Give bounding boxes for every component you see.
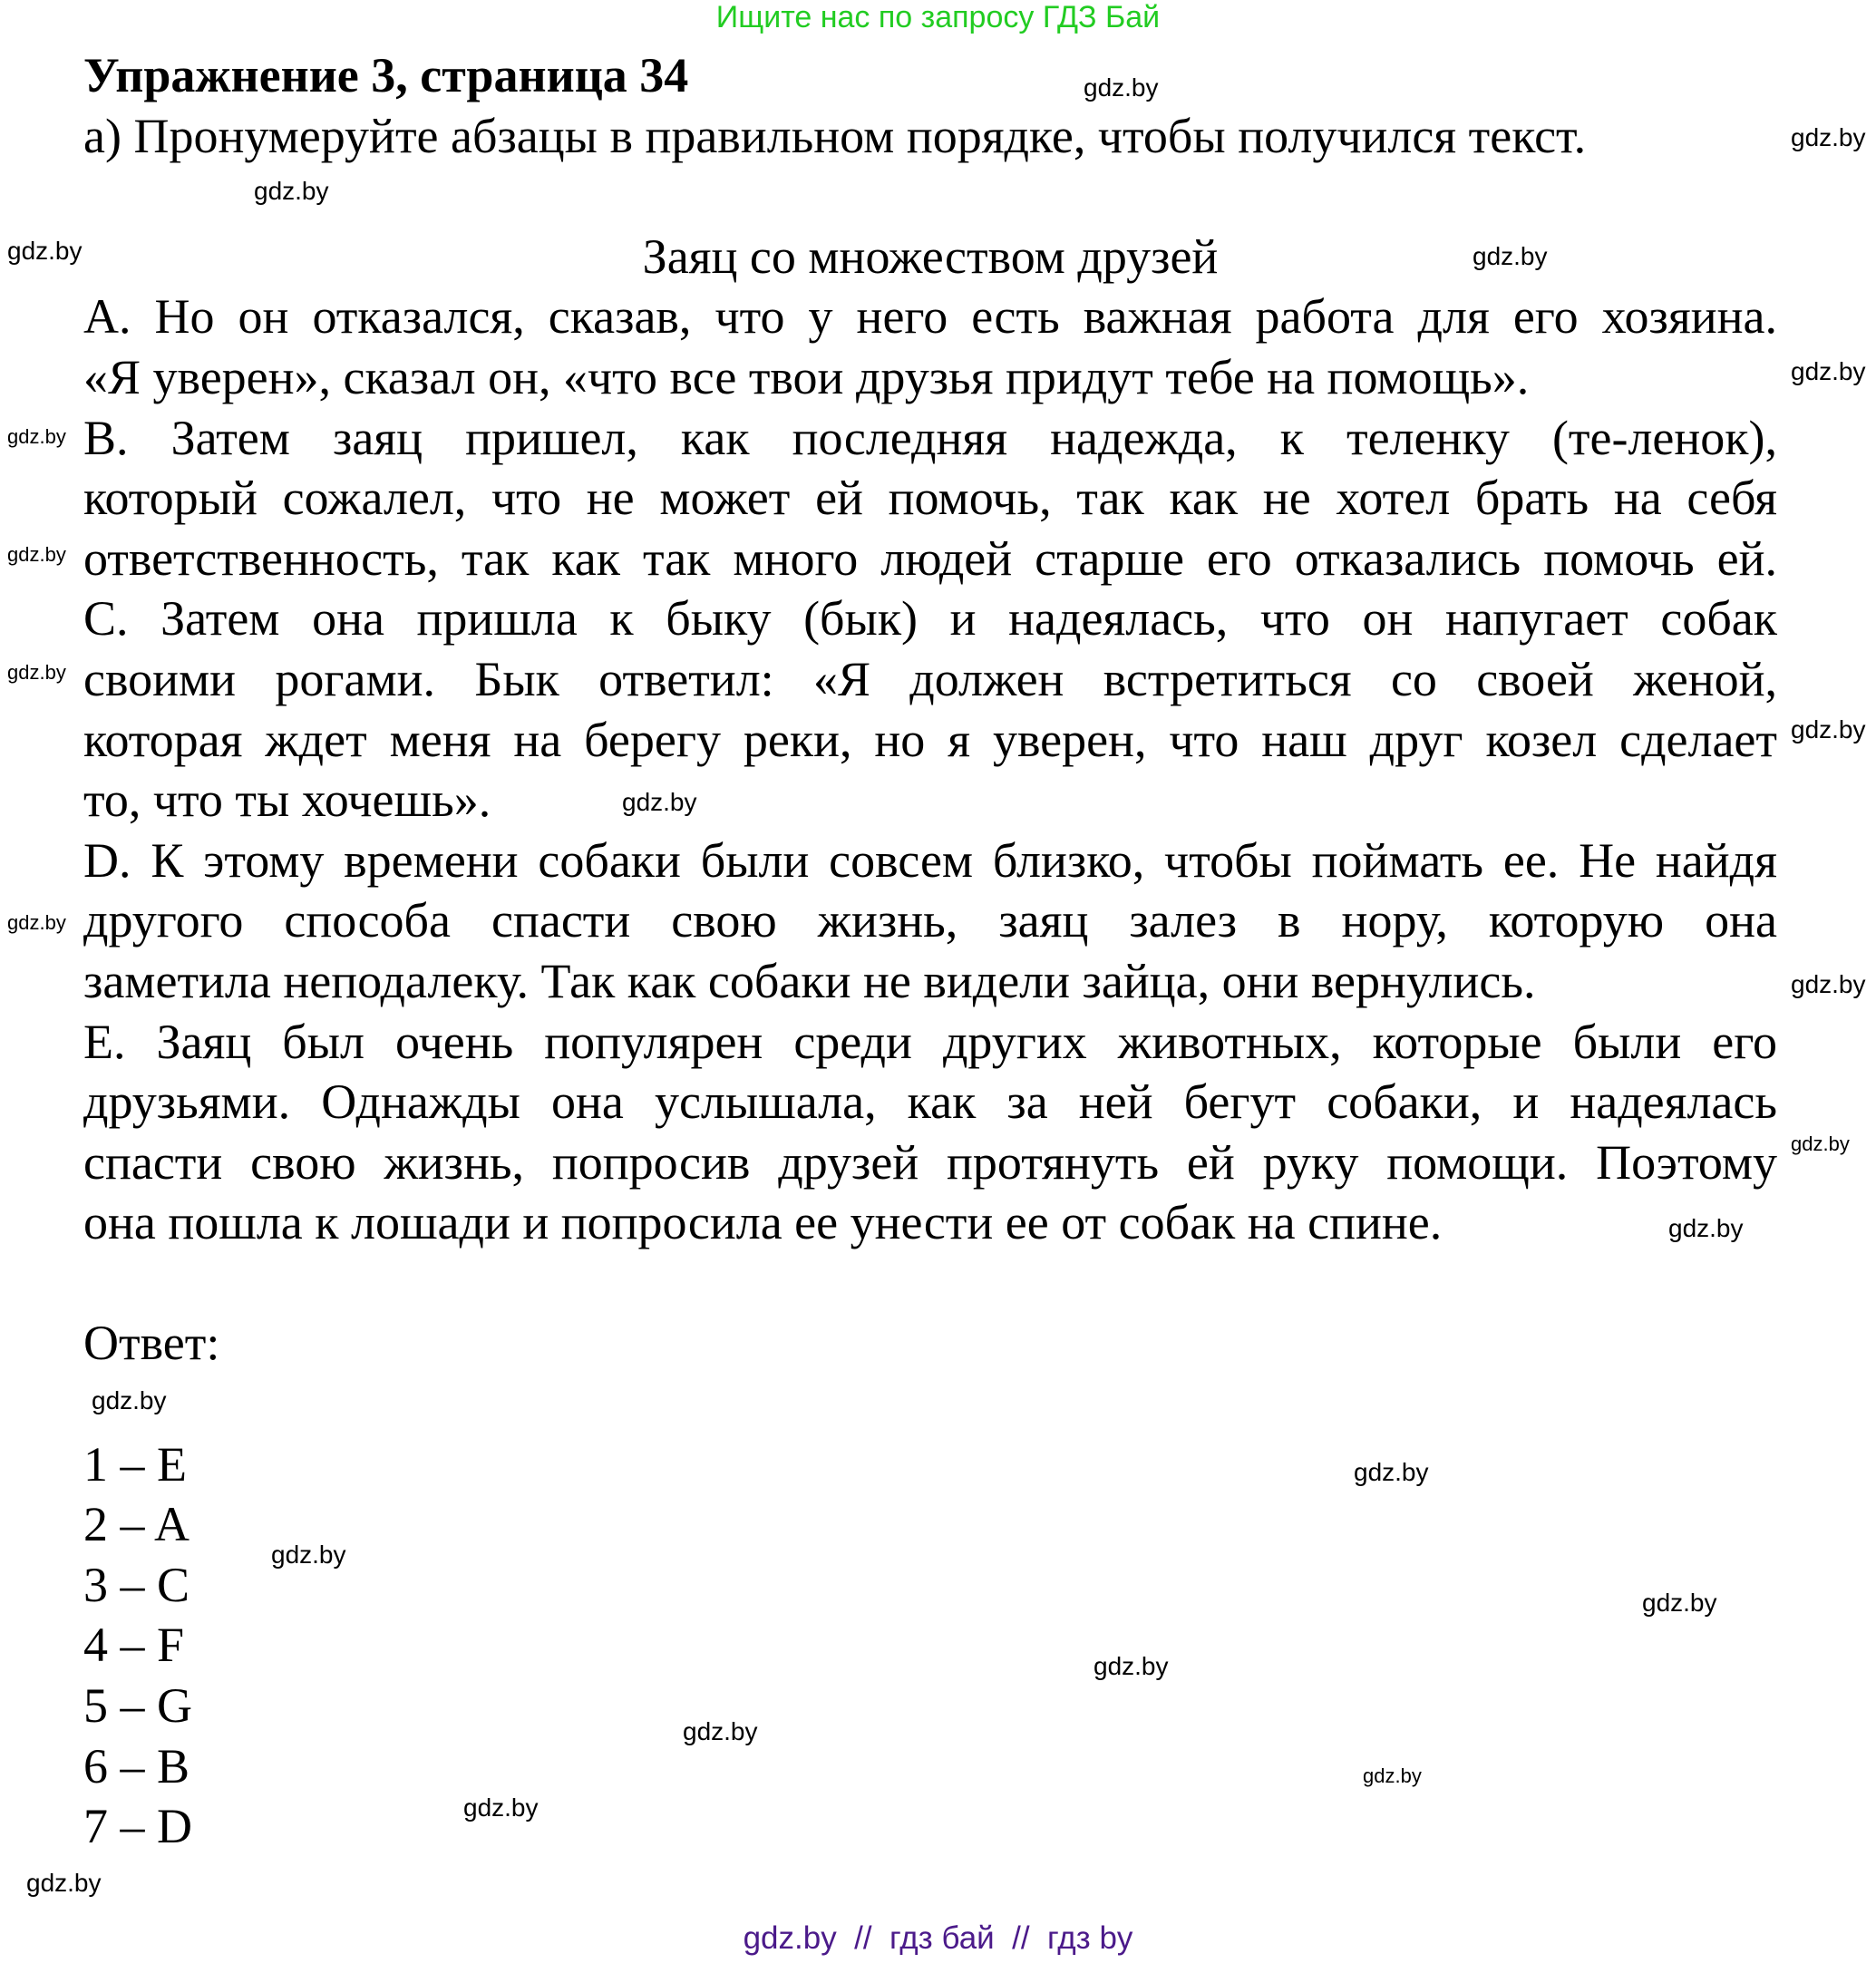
paragraph-d-line: другого способа спасти свою жизнь, заяц залез в нору, которую она — [83, 893, 1777, 948]
watermark: gdz.by — [1084, 73, 1159, 102]
search-banner: Ищите нас по запросу ГДЗ Бай — [715, 0, 1161, 34]
watermark: gdz.by — [254, 177, 329, 205]
watermark: gdz.by — [1791, 357, 1866, 385]
watermark: gdz.by — [1791, 123, 1866, 151]
paragraph-d-line: D. К этому времени собаки были совсем близко, чтобы поймать ее. Не найдя — [83, 832, 1777, 888]
watermark: gdz.by — [7, 237, 83, 265]
task-instruction: а) Пронумеруйте абзацы в правильном порядке, чтобы получился текст. — [83, 108, 1587, 163]
answer-item: 1 – E — [83, 1436, 187, 1492]
answer-item: 5 – G — [83, 1678, 192, 1734]
answer-item: 3 – C — [83, 1557, 190, 1612]
spacer — [83, 166, 1777, 227]
watermark: gdz.by — [7, 543, 66, 566]
watermark: gdz.by — [1094, 1652, 1169, 1680]
watermark: gdz.by — [1473, 242, 1548, 270]
paragraph-d-line: заметила неподалеку. Так как собаки не видели зайца, они вернулись. — [83, 953, 1536, 1008]
paragraph-b-line: B. Затем заяц пришел, как последняя надежда, к теленку (те-ленок), — [83, 410, 1777, 465]
exercise-title: Упражнение 3, страница 34 — [83, 48, 689, 102]
paragraph-a-line: «Я уверен», сказал он, «что все твои друзья придут тебе на помощь». — [83, 349, 1530, 404]
watermark: gdz.by — [92, 1386, 167, 1414]
watermark: gdz.by — [1791, 1132, 1850, 1155]
watermark: gdz.by — [1668, 1214, 1744, 1242]
watermark: gdz.by — [1791, 970, 1866, 998]
watermark: gdz.by — [622, 788, 697, 816]
paragraph-c-line: своими рогами. Бык ответил: «Я должен встретиться со своей женой, — [83, 651, 1777, 706]
answer-list — [83, 1434, 1777, 1857]
document-body — [83, 45, 1777, 1857]
paragraph-e-line: E. Заяц был очень популярен среди других животных, которые были его — [83, 1014, 1777, 1069]
paragraph-b-line: который сожалел, что не может ей помочь, так как не хотел брать на себя — [83, 471, 1777, 526]
answer-label: Ответ: — [83, 1316, 220, 1371]
paragraph-c-line: то, что ты хочешь». — [83, 773, 491, 828]
answer-item: 2 – A — [83, 1497, 190, 1552]
paragraph-c-line: которая ждет меня на берегу реки, но я уверен, что наш друг козел сделает — [83, 712, 1777, 767]
paragraph-e-line: она пошла к лошади и попросила ее унести ее от собак на спине. — [83, 1195, 1443, 1250]
watermark: gdz.by — [1354, 1458, 1429, 1486]
answer-item: 6 – B — [83, 1738, 190, 1793]
watermark: gdz.by — [271, 1540, 346, 1569]
watermark: gdz.by — [7, 661, 66, 684]
watermark: gdz.by — [26, 1869, 102, 1897]
footer-links: gdz.by // гдз бай // гдз by — [743, 1920, 1133, 1956]
paragraph-e-line: спасти свою жизнь, попросив друзей протянуть ей руку помощи. Поэтому — [83, 1134, 1777, 1190]
spacer — [83, 1374, 1777, 1434]
paragraph-e-line: друзьями. Однажды она услышала, как за ней бегут собаки, и надеялась — [83, 1074, 1777, 1130]
paragraph-b-line: ответственность, так как так много людей старше его отказались помочь ей. — [83, 530, 1777, 586]
paragraph-a-line: A. Но он отказался, сказав, что у него есть важная работа для его хозяина. — [83, 289, 1777, 345]
watermark: gdz.by — [1642, 1589, 1717, 1617]
watermark: gdz.by — [1363, 1764, 1422, 1787]
watermark: gdz.by — [7, 911, 66, 934]
paragraph-c-line: C. Затем она пришла к быку (бык) и надеялась, что он напугает собак — [83, 591, 1777, 646]
answer-item: 7 – D — [83, 1799, 192, 1854]
story-title: Заяц со множеством друзей — [642, 228, 1219, 284]
spacer — [83, 1253, 1777, 1314]
answer-item: 4 – F — [83, 1618, 185, 1673]
watermark: gdz.by — [463, 1793, 539, 1822]
watermark: gdz.by — [7, 425, 66, 448]
watermark: gdz.by — [1791, 715, 1866, 744]
watermark: gdz.by — [683, 1717, 758, 1745]
